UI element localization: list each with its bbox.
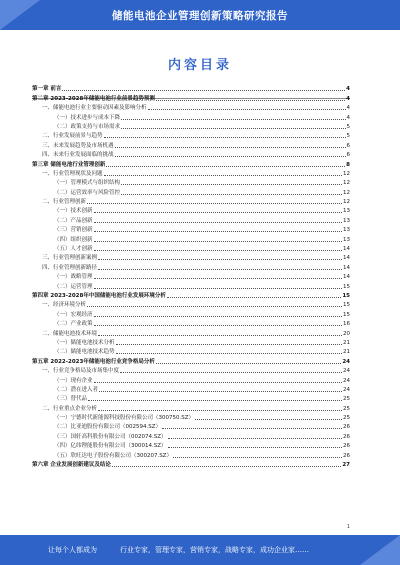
toc-entry[interactable] — [32, 319, 350, 328]
toc-entry[interactable] — [32, 178, 350, 187]
toc-entry-page: 21 — [343, 349, 350, 356]
toc-leader-dots — [167, 296, 342, 298]
page-footer — [0, 535, 400, 565]
toc-leader-dots — [98, 268, 342, 270]
toc-entry[interactable] — [32, 356, 350, 365]
toc-entry-page: 25 — [343, 396, 350, 403]
toc-entry-label: （一）技术创新 — [54, 208, 93, 215]
toc-entry-page: 27 — [342, 462, 350, 469]
toc-entry-label: （五）人才创新 — [54, 246, 93, 253]
toc-entry[interactable] — [32, 375, 350, 384]
toc-entry-page: 26 — [343, 443, 350, 450]
toc-leader-dots — [94, 230, 342, 232]
toc-leader-dots — [94, 381, 342, 383]
toc-entry-page: 14 — [343, 246, 350, 253]
toc-entry[interactable] — [32, 300, 350, 309]
toc-entry-label: 二、行业重点企业分析 — [42, 405, 98, 412]
toc-leader-dots — [156, 362, 342, 364]
toc-entry-label: 一、储能电池行业主要驱动因素及影响分析 — [42, 105, 147, 112]
toc-entry-label: （四）亿纬锂能股份有限公司（300014.SZ） — [54, 443, 167, 450]
toc-leader-dots — [98, 258, 342, 260]
toc-entry[interactable] — [32, 309, 350, 318]
toc-entry-label: （四）组织创新 — [54, 236, 93, 243]
toc-entry[interactable] — [32, 328, 350, 337]
toc-leader-dots — [94, 315, 342, 317]
toc-entry[interactable] — [32, 169, 350, 178]
toc-entry[interactable] — [32, 291, 350, 300]
toc-entry[interactable] — [32, 431, 350, 440]
toc-leader-dots — [94, 287, 342, 289]
toc-entry-label: 四、未来行业发展面临的挑战 — [42, 152, 114, 159]
toc-entry[interactable] — [32, 206, 350, 215]
toc-leader-dots — [116, 352, 342, 354]
toc-entry[interactable] — [32, 253, 350, 262]
toc-entry-page: 15 — [343, 283, 350, 290]
toc-leader-dots — [115, 155, 346, 157]
toc-entry-page: 4 — [346, 95, 350, 102]
toc-entry[interactable] — [32, 187, 350, 196]
toc-entry-label: （二）运营管理 — [54, 283, 93, 290]
toc-leader-dots — [94, 211, 342, 213]
footer-slogan-right: 行业专家，管理专家，营销专家，战略专家，成功企业家…… — [120, 546, 309, 554]
toc-entry-label: 一、经济环境分析 — [42, 302, 87, 309]
toc-entry-label: 一、行业竞争格局及市场集中度 — [42, 368, 120, 375]
toc-entry-label: （二）潜在进入者 — [54, 386, 99, 393]
footer-decoration — [360, 535, 400, 565]
footer-slogan-left: 让每个人都成为 — [48, 546, 97, 554]
toc-entry-label: 一、行业管理现状及问题 — [42, 170, 103, 177]
toc-entry[interactable] — [32, 422, 350, 431]
toc-entry-page: 26 — [343, 452, 350, 459]
toc-leader-dots — [98, 409, 342, 411]
toc-entry-page: 8 — [346, 161, 350, 168]
toc-leader-dots — [104, 136, 346, 138]
toc-entry-label: 第三章 储能电池行业管理创新 — [32, 161, 106, 168]
toc-leader-dots — [94, 240, 342, 242]
toc-entry-page: 26 — [343, 424, 350, 431]
toc-entry[interactable] — [32, 159, 350, 168]
toc-entry-page: 24 — [342, 358, 350, 365]
toc-leader-dots — [156, 99, 345, 101]
toc-entry-page: 25 — [343, 405, 350, 412]
toc-entry-page: 14 — [343, 264, 350, 271]
toc-entry[interactable] — [32, 131, 350, 140]
toc-entry-page: 13 — [343, 217, 350, 224]
toc-entry-page: 6 — [346, 152, 350, 159]
toc-entry-label: 第五章 2022-2023年储能电池行业竞争格局分析 — [32, 358, 155, 365]
toc-entry[interactable] — [32, 244, 350, 253]
toc-entry-page: 4 — [346, 86, 350, 93]
toc-leader-dots — [195, 418, 342, 420]
toc-entry[interactable] — [32, 150, 350, 159]
toc-leader-dots — [121, 118, 345, 120]
toc-entry-page: 13 — [343, 236, 350, 243]
toc-entry-page: 14 — [343, 274, 350, 281]
toc-entry[interactable] — [32, 450, 350, 459]
toc-entry[interactable] — [32, 272, 350, 281]
report-title: 储能电池企业管理创新策略研究报告 — [112, 10, 288, 22]
page-header — [0, 0, 400, 30]
toc-leader-dots — [94, 249, 342, 251]
toc-leader-dots — [88, 399, 342, 401]
toc-entry-label: （一）宏观经济 — [54, 311, 93, 318]
toc-entry-page: 15 — [343, 311, 350, 318]
toc-entry-label: 第二章 2023-2028年储能电池行业前景趋势预测 — [32, 95, 155, 102]
toc-entry[interactable] — [32, 441, 350, 450]
toc-entry-page: 25 — [343, 415, 350, 422]
toc-leader-dots — [104, 174, 342, 176]
toc-leader-dots — [116, 343, 342, 345]
toc-entry-page: 13 — [343, 208, 350, 215]
toc-entry-label: （三）替代品 — [54, 396, 88, 403]
toc-leader-dots — [106, 165, 345, 167]
toc-entry-label: （一）管理模式与组织结构 — [54, 180, 121, 187]
toc-entry[interactable] — [32, 281, 350, 290]
toc-entry-label: （二）产品创新 — [54, 217, 93, 224]
toc-leader-dots — [99, 390, 342, 392]
toc-entry-label: （二）储能电池技术趋势 — [54, 349, 115, 356]
toc-leader-dots — [94, 277, 342, 279]
toc-entry[interactable] — [32, 234, 350, 243]
toc-entry[interactable] — [32, 338, 350, 347]
toc-entry-label: 二、储能电池技术环境 — [42, 330, 98, 337]
toc-leader-dots — [115, 146, 346, 148]
toc-leader-dots — [87, 202, 342, 204]
toc-leader-dots — [120, 371, 342, 373]
toc-entry-label: 三、未来发展趋势及市场机遇 — [42, 142, 114, 149]
toc-leader-dots — [94, 221, 342, 223]
toc-entry-page: 15 — [342, 292, 350, 299]
toc-entry[interactable] — [32, 140, 350, 149]
page-number: 1 — [346, 524, 350, 530]
toc-entry-label: 第六章 企业发展创新建议及结论 — [32, 462, 111, 469]
toc-entry[interactable] — [32, 413, 350, 422]
toc-entry[interactable] — [32, 215, 350, 224]
toc-entry-page: 15 — [343, 302, 350, 309]
toc-entry-label: （一）战略管理 — [54, 274, 93, 281]
toc-entry[interactable] — [32, 122, 350, 131]
toc-entry-page: 24 — [343, 386, 350, 393]
toc-entry[interactable] — [32, 385, 350, 394]
toc-entry[interactable] — [32, 84, 350, 93]
toc-entry-label: （二）运营效率与风险管控 — [54, 189, 121, 196]
toc-entry[interactable] — [32, 112, 350, 121]
toc-leader-dots — [112, 465, 341, 467]
toc-entry[interactable] — [32, 347, 350, 356]
toc-entry[interactable] — [32, 460, 350, 469]
toc-entry-label: （二）比亚迪股份有限公司（002594.SZ） — [54, 424, 162, 431]
toc-leader-dots — [168, 446, 342, 448]
toc-leader-dots — [162, 427, 342, 429]
toc-entry-label: （三）营销创新 — [54, 227, 93, 234]
toc-entry-page: 13 — [343, 227, 350, 234]
toc-entry-page: 20 — [343, 330, 350, 337]
toc-entry-page: 12 — [343, 170, 350, 177]
toc-entry-page: 21 — [343, 339, 350, 346]
toc-entry-label: （二）产业政策 — [54, 321, 93, 328]
toc-entry-page: 24 — [343, 377, 350, 384]
toc-entry-label: （一）储能电池技术分析 — [54, 339, 115, 346]
toc-leader-dots — [121, 193, 342, 195]
toc-entry[interactable] — [32, 225, 350, 234]
toc-entry-page: 12 — [343, 180, 350, 187]
toc-entry-page: 12 — [343, 199, 350, 206]
toc-entry-label: （一）技术进步与成本下降 — [54, 114, 121, 121]
toc-entry-label: 二、行业发展前景与趋势 — [42, 133, 103, 140]
toc-entry[interactable] — [32, 93, 350, 102]
toc-entry-label: （五）欣旺达电子股份有限公司（300207.SZ） — [54, 452, 173, 459]
toc-leader-dots — [173, 456, 342, 458]
toc-entry-page: 6 — [346, 142, 350, 149]
toc-entry-page: 4 — [346, 114, 350, 121]
toc-entry[interactable] — [32, 394, 350, 403]
toc-leader-dots — [94, 324, 342, 326]
toc-leader-dots — [168, 437, 342, 439]
toc-leader-dots — [98, 334, 342, 336]
toc-leader-dots — [148, 108, 346, 110]
toc-entry[interactable] — [32, 197, 350, 206]
toc-heading: 内容目录 — [167, 58, 232, 73]
toc-entry[interactable] — [32, 103, 350, 112]
toc-entry-label: 第四章 2023-2028年中国储能电池行业发展环境分析 — [32, 292, 166, 299]
toc-leader-dots — [121, 127, 345, 129]
toc-leader-dots — [87, 305, 342, 307]
toc-entry-page: 5 — [346, 133, 350, 140]
toc-entry-page: 5 — [346, 123, 350, 130]
toc-entry-page: 4 — [346, 105, 350, 112]
toc-leader-dots — [121, 183, 342, 185]
toc-entry-label: （二）政策支持与市场需求 — [54, 123, 121, 130]
toc-entry-label: （一）现有企业 — [54, 377, 93, 384]
toc-entry-label: 二、行业管理创新 — [42, 199, 87, 206]
toc-entry[interactable] — [32, 262, 350, 271]
toc-entry-page: 12 — [343, 189, 350, 196]
toc-entry-page: 26 — [343, 433, 350, 440]
table-of-contents — [32, 84, 350, 469]
toc-entry-label: 第一章 前言 — [32, 86, 62, 93]
toc-entry-label: 四、行业管理创新路径 — [42, 264, 98, 271]
toc-entry[interactable] — [32, 366, 350, 375]
toc-entry-page: 14 — [343, 255, 350, 262]
toc-entry-page: 16 — [343, 321, 350, 328]
toc-leader-dots — [62, 89, 345, 91]
toc-entry-page: 24 — [343, 368, 350, 375]
toc-entry-label: （三）国轩高科股份有限公司（002074.SZ） — [54, 433, 167, 440]
toc-entry-label: （一）宁德时代新能源科技股份有限公司（300750.SZ） — [54, 415, 195, 422]
toc-entry-label: 三、行业管理创新案例 — [42, 255, 98, 262]
toc-entry[interactable] — [32, 403, 350, 412]
